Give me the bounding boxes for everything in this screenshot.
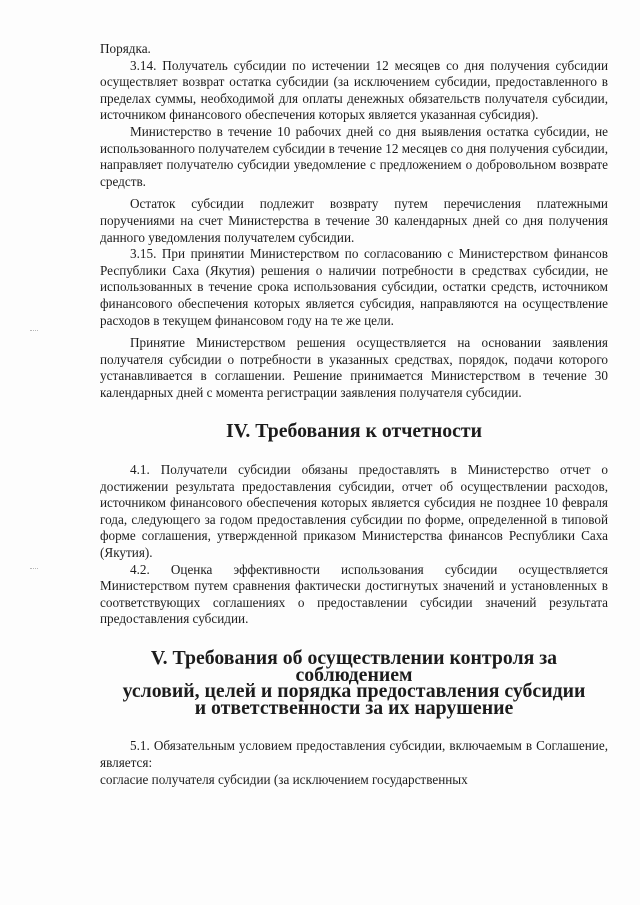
paragraph-5-1: 5.1. Обязательным условием предоставления субсидии, включаемым в Соглашение, является: xyxy=(100,738,608,770)
paragraph-4-2: 4.2. Оценка эффективности использования субсидии осуществляется Министерством путем сравнения фактически достигнутых значений и установленных в соответствующих соглашениях о предоставлении субсидии значений результата предоставления субсидии. xyxy=(100,561,608,627)
paragraph-ministry-notice: Министерство в течение 10 рабочих дней со дня выявления остатка субсидии, не использованного получателем субсидии в течение 12 месяцев со дня получения субсидии, направляет получателю субсидии уведомление с предложением о добровольном возврате средств. xyxy=(100,123,608,189)
paragraph-3-14: 3.14. Получатель субсидии по истечении 12 месяцев со дня получения субсидии осуществляет возврат остатка субсидии (за исключением субсидии, предоставленного в пределах суммы, необходимой для оплаты денежных обязательств получателя субсидии, источником финансового обеспечения которых является указанная субсидия). xyxy=(100,57,608,123)
paragraph-continuation: Порядка. xyxy=(100,41,151,56)
margin-scan-mark xyxy=(30,568,38,570)
margin-scan-mark xyxy=(30,330,38,332)
paragraph-consent: согласие получателя субсидии (за исключением государственных xyxy=(100,771,468,787)
paragraph-3-15: 3.15. При принятии Министерством по согласованию с Министерством финансов Республики Саха (Якутия) решения о наличии потребности в средствах субсидии, не использованных в течение срока использования субсидии, остатки средств, источником финансового обеспечения которых является субсидия, направляются на осуществление расходов в текущем финансовом году на те же цели. xyxy=(100,246,608,328)
section-heading-v-line: V. Требования об осуществлении контроля за соблюдением xyxy=(150,647,558,686)
section-heading-v-line: и ответственности за их нарушение xyxy=(194,696,514,719)
section-heading-v-line: условий, целей и порядка предоставления субсидии xyxy=(122,680,586,703)
paragraph-refund: Остаток субсидии подлежит возврату путем перечисления платежными поручениями на счет Министерства в течение 30 календарных дней со дня получения данного уведомления получателем субсидии. xyxy=(100,196,608,245)
paragraph-decision: Принятие Министерством решения осуществляется на основании заявления получателя субсидии о потребности в указанных средствах, порядок, подачи которого устанавливается в соглашении. Решение принимается Министерством в течение 30 календарных дней с момента регистрации заявления получателя субсидии. xyxy=(100,335,608,400)
section-heading-iv: IV. Требования к отчетности xyxy=(225,420,483,443)
paragraph-4-1: 4.1. Получатели субсидии обязаны предоставлять в Министерство отчет о достижении результата предоставления субсидии, отчет об осуществлении расходов, источником финансового обеспечения которых является субсидия не позднее 10 февраля года, следующего за годом предоставления субсидии по форме, определенной в типовой форме соглашения, утвержденной приказом Министерства финансов Республики Саха (Якутия). xyxy=(100,462,608,561)
document-body xyxy=(100,41,608,788)
section-heading-v xyxy=(100,647,608,719)
